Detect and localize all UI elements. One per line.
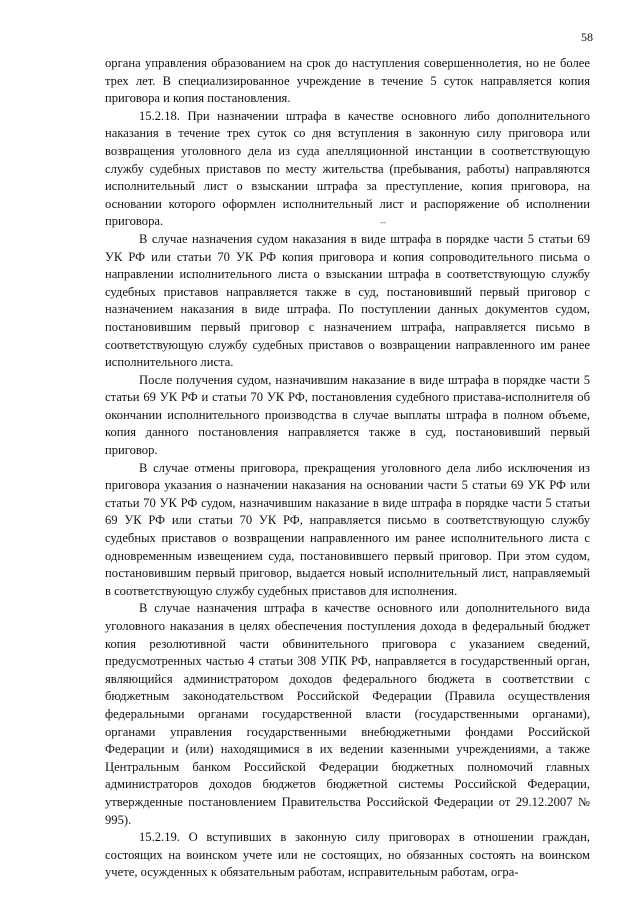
- document-body: [105, 55, 590, 882]
- paragraph-fine-part-5-article-69: В случае назначения судом наказания в виде штрафа в порядке части 5 статьи 69 УК РФ или статьи 70 УК РФ копия приговора и копия сопроводительного письма о направлении исполнительного листа о взыскании штрафа в соответствующую службу судебных приставов направляется также в суд, постановивший первый приговор с назначением наказания в виде штрафа. По поступлении данных документов судом, постановившим первый приговор с назначением штрафа, направляется письмо в соответствующую службу судебных приставов о возвращении направленного им ранее исполнительного листа.: [105, 231, 590, 370]
- paragraph-continuation: органа управления образованием на срок до наступления совершеннолетия, но не более трех лет. В специализированное учреждение в течение 5 суток направляется копия приговора и копия постановления.: [105, 56, 590, 106]
- paragraph-15-2-19: 15.2.19. О вступивших в законную силу приговорах в отношении граждан, состоящих на воинском учете или не состоящих, но обязанных состоять на воинском учете, осужденных к обязательным работам, исправительным работам, огра-: [105, 830, 590, 880]
- scan-mark: --: [380, 217, 386, 227]
- page-number: 58: [581, 30, 593, 44]
- paragraph-federal-budget: В случае назначения штрафа в качестве основного или дополнительного вида уголовного наказания в целях обеспечения поступления дохода в федеральный бюджет копия резолютивной части обвинительного приговора с указанием сведений, предусмотренных частью 4 статьи 308 УПК РФ, направляется в государственный орган, являющийся администратором доходов федерального бюджета в соответствии с бюджетным законодательством Российской Федерации (Правила осуществления федеральными органами государственной власти (государственными органами), органами управления государственными внебюджетными фондами Российской Федерации и (или) находящимися в их ведении казенными учреждениями, а также Центральным банком Российской Федерации бюджетных полномочий главных администраторов доходов бюджетов бюджетной системы Российской Федерации, утвержденные постановлением Правительства Российской Федерации от 29.12.2007 № 995).: [105, 601, 590, 827]
- paragraph-after-receiving: После получения судом, назначившим наказание в виде штрафа в порядке части 5 статьи 69 УК РФ и статьи 70 УК РФ, постановления судебного пристава-исполнителя об окончании исполнительного производства в случае выплаты штрафа в полном объеме, копия данного постановления направляется также в суд, постановивший первый приговор.: [105, 372, 590, 458]
- paragraph-sentence-cancellation: В случае отмены приговора, прекращения уголовного дела либо исключения из приговора указания о назначении наказания на основании части 5 статьи 69 УК РФ или статьи 70 УК РФ судом, назначившим наказание в виде штрафа в порядке части 5 статьи 69 УК РФ или статьи 70 УК РФ, направляется письмо в соответствующую службу судебных приставов о возвращении направленного им ранее исполнительного листа с одновременным извещением суда, постановившего первый приговор. При этом судом, постановившим первый приговор, выдается новый исполнительный лист, направляемый в соответствующую службу судебных приставов для исполнения.: [105, 460, 590, 598]
- paragraph-15-2-18: 15.2.18. При назначении штрафа в качестве основного либо дополнительного наказания в течение трех суток со дня вступления в законную силу приговора или возвращения уголовного дела из суда апелляционной инстанции в соответствующую службу судебных приставов по месту жительства (пребывания, работы) направляются исполнительный лист о взыскании штрафа за преступление, копия приговора, на основании которого оформлен исполнительный лист и распоряжение об исполнении приговора.: [105, 108, 590, 229]
